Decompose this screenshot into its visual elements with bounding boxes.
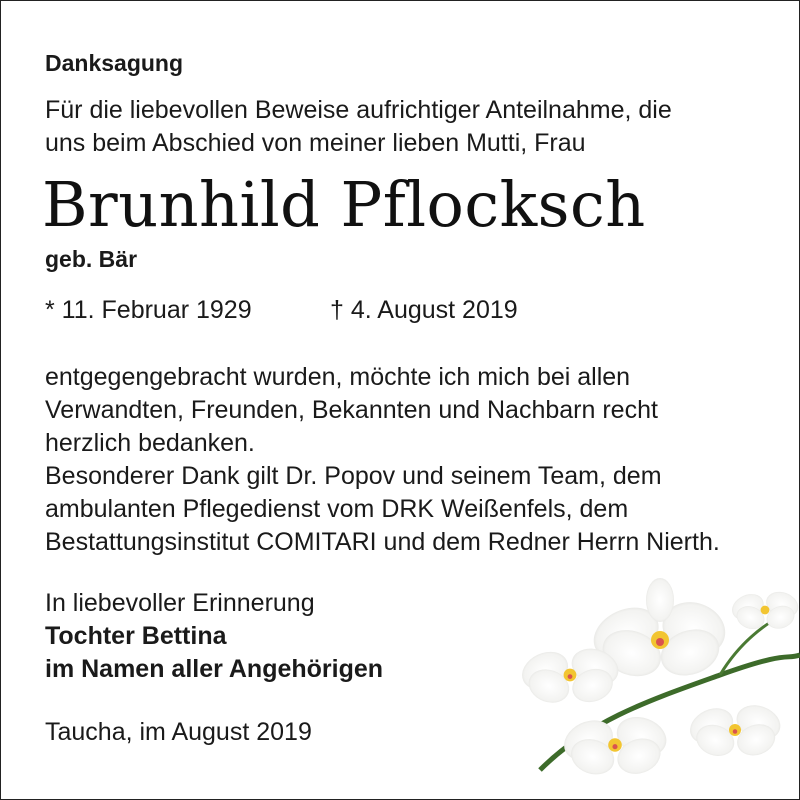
orchid-flower: [557, 710, 671, 780]
orchid-image: [520, 570, 800, 800]
intro-line-2: uns beim Abschied von meiner lieben Mutti, Frau: [45, 129, 586, 157]
birth-date: * 11. Februar 1929: [45, 296, 252, 324]
body-line: entgegengebracht wurden, möchte ich mich bei allen: [45, 363, 631, 391]
signer-name: Tochter Bettina: [45, 622, 227, 650]
body-line: Verwandten, Freunden, Bekannten und Nachbarn recht: [45, 396, 658, 424]
body-line: ambulanten Pflegedienst vom DRK Weißenfels, dem: [45, 495, 629, 523]
life-dates: [45, 294, 780, 327]
orchid-flower: [684, 699, 785, 761]
thanks-text: [45, 361, 780, 559]
birth-name: geb. Bär: [45, 246, 138, 272]
heading: Danksagung: [45, 50, 184, 76]
deceased-name: Brunhild Pflocksch: [42, 168, 646, 241]
death-date: † 4. August 2019: [330, 296, 518, 324]
signer-relatives: im Namen aller Angehörigen: [45, 655, 384, 683]
place-date: Taucha, im August 2019: [45, 718, 312, 746]
body-line: Besonderer Dank gilt Dr. Popov und seinem Team, dem: [45, 462, 662, 490]
closing-phrase: In liebevoller Erinnerung: [45, 589, 315, 617]
intro-line-1: Für die liebevollen Beweise aufrichtiger Anteilnahme, die: [45, 96, 672, 124]
body-line: herzlich bedanken.: [45, 429, 255, 457]
body-line: Bestattungsinstitut COMITARI und dem Redner Herrn Nierth.: [45, 528, 720, 556]
